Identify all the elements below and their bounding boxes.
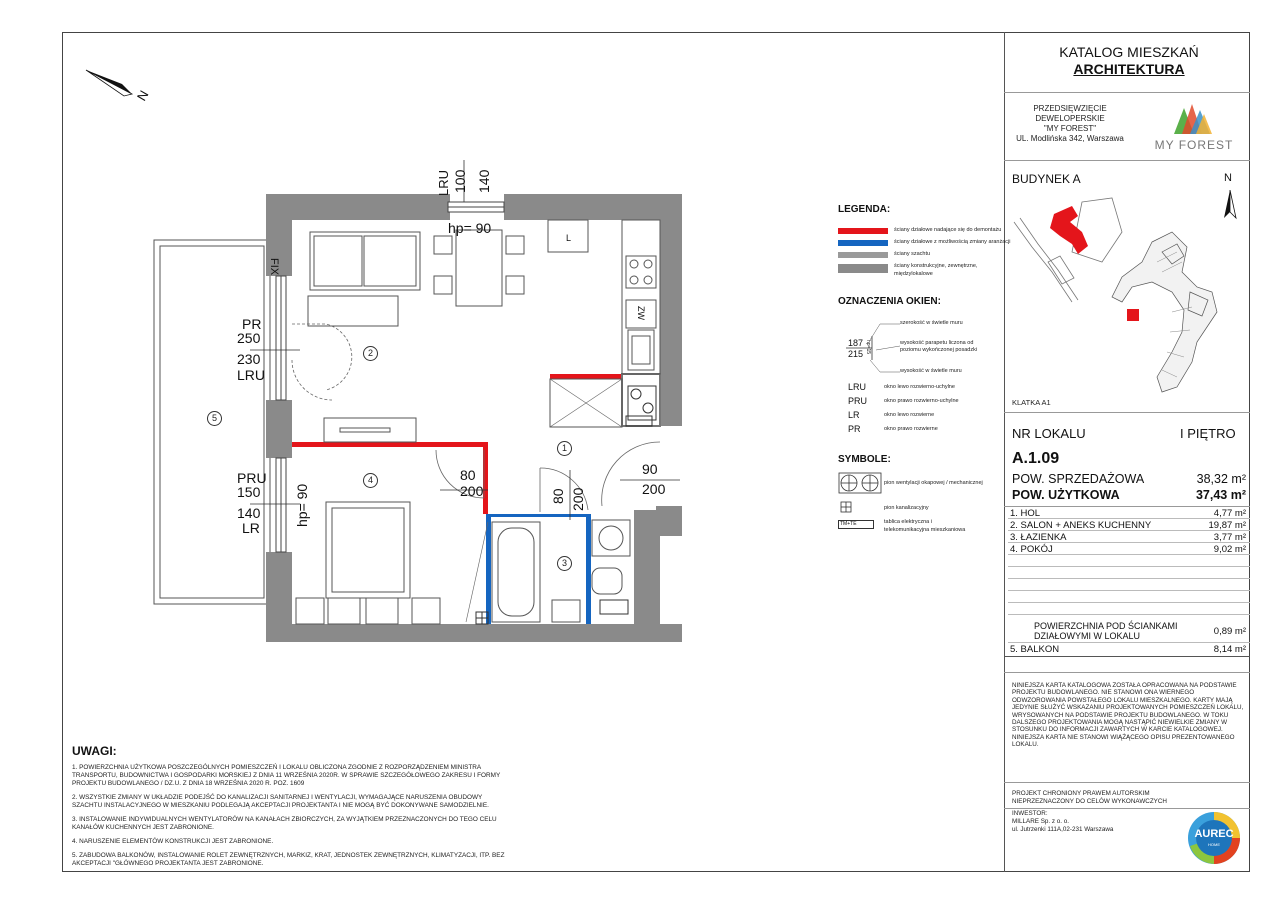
window-pru-type2: LR [242,520,260,536]
window-code: LR [848,410,860,420]
symbol-desc: tablica elektryczna i telekomunikacyjna mieszkaniowa [884,519,966,533]
window-note: szerokość w świetle muru [900,320,963,326]
divider [1004,506,1250,507]
room-number: 4 [363,473,378,488]
copyright-2: NIEPRZEZNACZONY DO CELÓW WYKONAWCZYCH [1012,798,1167,805]
divider [1004,412,1250,413]
partition-label-2: DZIAŁOWYMI W LOKALU [1034,631,1141,641]
note-item: 4. NARUSZENIE ELEMENTÓW KONSTRUKCJI JEST ZABRONIONE. [72,838,274,845]
balcony-name: 5. BALKON [1010,644,1060,655]
room-number: 3 [557,556,572,571]
top-window-width: 100 [452,169,468,193]
door-room4-width: 80 [460,467,476,483]
door-entry-width: 90 [642,461,658,477]
usable-area-value: 37,43 m² [1195,488,1246,502]
balcony-area: 8,14 m² [1213,644,1246,655]
investor-address: ul. Jutrzenki 111A,02-231 Warszawa [1012,826,1114,833]
legend-swatch-dark [838,264,888,273]
legend-label: ściany konstrukcyjne, zewnętrzne, międzylokalowe [894,263,978,277]
window-note: wysokość parapetu liczona od poziomu wykończonej posadzki [900,340,978,353]
hp-left: hp= 90 [294,483,310,527]
legend-label: ściany działowe nadające się do demontażu [894,227,1002,233]
floor-label: I PIĘTRO [1180,426,1236,441]
room-row: 1. HOL 4,77 m² [1008,508,1250,519]
disclaimer: NINIEJSZA KARTA KATALOGOWA ZOSTAŁA OPRACOWANA NA PODSTAWIE PROJEKTU BUDOWLANEGO. NIE STANOWI ONA WIERNEGO ODWZOROWANIA POWSTAŁEGO LOKALU MIESZKALNEGO. KARTY MAJĄ JEDYNIE SŁUŻYĆ WSKAZANIU PROJEKTOWANYCH POMIESZCZEŃ LOKALU, WRYSOWANYCH NA PODSTAWIE PROJEKTU BUDOWLANEGO. W TOKU DALSZEGO PROJEKTOWANIA MOGĄ NASTĄPIĆ NIEWIELKIE ZMIANY W STOSUNKU DO INFORMACJI ZAWARTYCH W KARCIE KATALOGOWEJ. NINIEJSZA KARTA NIE STANOWI WIĄŻĄCEGO OPISU PREZENTOWANEGO LOKALU. [1012,682,1244,749]
window-code: LRU [848,382,867,392]
window-pru-height: 140 [237,505,261,521]
floor-plan [150,160,690,650]
partition-value: 0,89 m² [1213,626,1246,637]
legend-title: LEGENDA: [838,204,891,215]
window-code: PR [848,424,861,434]
copyright-1: PROJEKT CHRONIONY PRAWEM AUTORSKIM [1012,790,1150,797]
top-window-type: LRU [436,169,451,196]
divider [1004,808,1250,809]
door-bath-width: 80 [550,488,566,504]
nr-label: NR LOKALU [1012,426,1086,441]
divider [1008,642,1250,643]
divider [1004,782,1250,783]
legend-label: ściany szachtu [894,251,931,257]
divider [1004,160,1250,161]
window-note-leaders [870,320,900,376]
panel-divider [1004,32,1005,872]
window-desc: okno prawo rozwierno-uchylne [884,398,959,404]
divider [1004,656,1250,657]
catalog-title: KATALOG MIESZKAŃ [1059,44,1199,60]
window-pr-type: PR [242,316,262,332]
divider [1004,92,1250,93]
divider [1004,672,1250,673]
window-note: wysokość w świetle muru [900,368,962,374]
project-line-2: DEWELOPERSKIE [1035,114,1105,123]
symbol-desc: pion kanalizacyjny [884,505,929,511]
building-label: BUDYNEK A [1012,172,1081,186]
notes-title: UWAGI: [72,744,117,758]
sales-area-label: POW. SPRZEDAŻOWA [1012,472,1145,486]
window-pr-height: 230 [237,351,261,367]
aurec-logo: AUREC HOME [1184,810,1244,866]
legend-swatch-red [838,228,888,234]
usable-area-label: POW. UŻYTKOWA [1012,488,1120,502]
sales-area-value: 38,32 m² [1196,472,1246,486]
door-bath-height: 200 [570,487,586,511]
room-row-empty [1008,604,1250,615]
symbols-title: SYMBOLE: [838,454,891,465]
wm-label: ZW [636,306,646,320]
window-pru-width: 150 [237,484,261,500]
investor-label: INWESTOR: [1012,810,1048,817]
window-pr-width: 250 [237,330,261,346]
window-pru-type: PRU [237,470,267,486]
window-desc: okno prawo rozwierne [884,426,938,432]
window-desc: okno lewo rozwierne [884,412,935,418]
room-number: 1 [557,441,572,456]
symbol-desc: pion wentylacji okapowej / mechanicznej [884,480,983,486]
plan-north-arrow-icon [84,56,164,111]
staircase-label: KLATKA A1 [1012,398,1051,407]
partition-label-1: POWIERZCHNIA POD ŚCIANKAMI [1034,621,1178,631]
note-item: 1. POWIERZCHNIA UŻYTKOWA POSZCZEGÓLNYCH POMIESZCZEŃ I LOKALU OBLICZONA ZGODNIE Z ROZPORZĄDZENIEM MINISTRA TRANSPORTU, BUDOWNICTWA I GOSPODARKI MORSKIEJ Z DNIA 11 WRZEŚNIA 2020R. W SPRAWIE SZCZEGÓŁOWEGO ZAKRESU I FORMY PROJEKTU BUDOWLANEGO / DZ.U. Z DNIA 18 WRZEŚNIA 2020 R. POZ. 1609 [72,764,501,788]
north-label-map: N [1224,172,1232,184]
room-number: 5 [207,411,222,426]
project-line-4: UL. Modlińska 342, Warszawa [1016,134,1124,143]
window-code: PRU [848,396,868,406]
fridge-label: L [566,233,572,243]
legend-label: ściany działowe z możliwością zmiany aranżacji [894,239,1011,245]
window-example-side: hp=15 [865,340,871,355]
note-item: 3. INSTALOWANIE INDYWIDUALNYCH WENTYLATORÓW NA KANAŁACH ZBIORCZYCH, ZA WYJĄTKIEM PRZEZNACZONYCH DO TEGO CELU KANAŁÓW KUCHENNYCH JEST ZABRONIONE. [72,816,497,832]
room-row-empty [1008,568,1250,579]
project-line-1: PRZEDSIĘWZIĘCIE [1033,104,1107,113]
room-row-empty [1008,592,1250,603]
door-room4-height: 200 [460,483,484,499]
fix-label: FIX [268,258,280,276]
door-entry-height: 200 [642,481,666,497]
windows-title: OZNACZENIA OKIEN: [838,296,941,307]
room-row-empty [1008,556,1250,567]
room-row: 4. POKÓJ 9,02 m² [1008,544,1250,555]
legend-swatch-grey [838,252,888,258]
window-pr-type2: LRU [237,367,266,383]
window-example-bottom: 215 [848,349,864,359]
hp-top: hp= 90 [448,220,492,236]
room-row: 3. ŁAZIENKA 3,77 m² [1008,532,1250,543]
catalog-subtitle: ARCHITEKTURA [1073,61,1185,77]
note-item: 5. ZABUDOWA BALKONÓW, INSTALOWANIE ROLET ZEWNĘTRZNYCH, MARKIZ, KRAT, JEDNOSTEK ZEWNĘTRZNYCH, KLIMATYZACJI, ITP. BEZ AKCEPTACJI "GŁÓWNEGO PROJEKTANTA JEST ZABRONIONE. [72,852,505,868]
drain-symbol-icon [840,500,852,518]
window-example-top: 187 [848,338,864,348]
ventilation-symbol-icon [838,472,882,499]
legend-swatch-blue [838,240,888,246]
room-row-empty [1008,580,1250,591]
window-desc: okno lewo rozwierno-uchylne [884,384,955,390]
investor-name: MILLARE Sp. z o. o. [1012,818,1070,825]
project-line-3: "MY FOREST" [1043,124,1097,133]
unit-number: A.1.09 [1012,450,1060,467]
symbol-tag: TM+TE [840,521,857,527]
site-map [1012,192,1248,397]
my-forest-logo: MY FOREST [1144,100,1244,156]
room-number: 2 [363,346,378,361]
note-item: 2. WSZYSTKIE ZMIANY W UKŁADZIE PODEJŚĆ DO KANALIZACJI SANITARNEJ I WENTYLACJI, WYMAGAJĄCE NARUSZENIA OBUDOWY SZACHTU INSTALACYJNEGO W MIESZKANIU PODLEGAJĄ AKCEPTACJI PROJEKTANTA I NIE MOGĄ BYĆ DOKONYWANE SAMODZIELNIE. [72,794,489,810]
plan-north-label: N [133,87,152,104]
top-window-height: 140 [476,169,492,193]
room-row: 2. SALON + ANEKS KUCHENNY 19,87 m² [1008,520,1250,531]
